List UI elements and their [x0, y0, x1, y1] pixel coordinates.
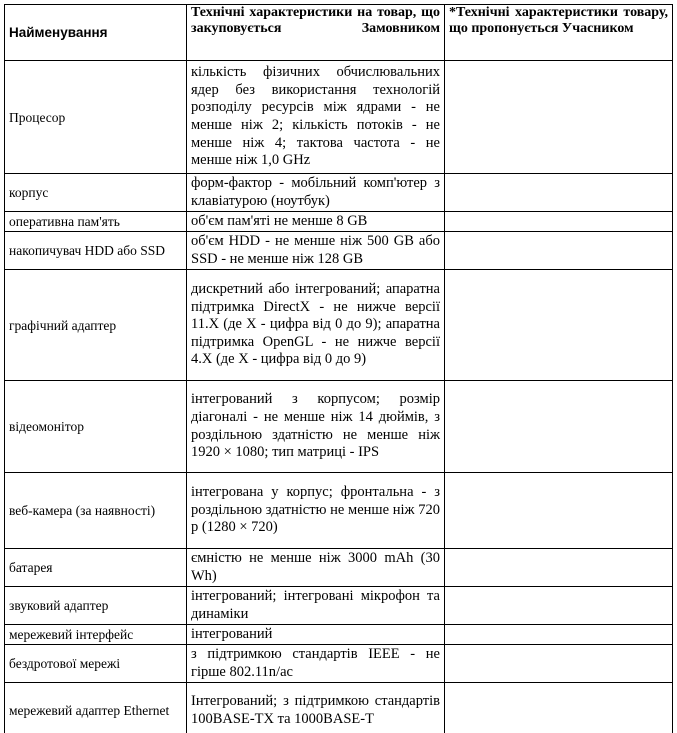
row-spec: форм-фактор - мобільний комп'ютер з клавіатурою (ноутбук): [187, 174, 445, 212]
specifications-table: [4, 4, 673, 733]
table-row: [5, 381, 673, 473]
row-name: графічний адаптер: [5, 270, 187, 381]
row-offer-cell[interactable]: [445, 625, 673, 645]
row-name: відеомонітор: [5, 381, 187, 473]
row-offer-cell[interactable]: [445, 174, 673, 212]
row-spec: Інтегрований; з підтримкою стандартів 100BASE-TX та 1000BASE-T: [187, 683, 445, 733]
row-offer-cell[interactable]: [445, 683, 673, 733]
row-name: веб-камера (за наявності): [5, 473, 187, 549]
table-row: [5, 232, 673, 270]
row-offer-cell[interactable]: [445, 61, 673, 174]
row-offer-cell[interactable]: [445, 270, 673, 381]
row-name: батарея: [5, 549, 187, 587]
row-spec: дискретний або інтегрований; апаратна підтримка DirectX - не нижче версії 11.X (де X - цифра від 0 до 9); апаратна підтримка OpenGL - не нижче версії 4.X (де X - цифра від 0 до 9): [187, 270, 445, 381]
row-spec: об'єм HDD - не менше ніж 500 GB або SSD - не менше ніж 128 GB: [187, 232, 445, 270]
row-name: оперативна пам'ять: [5, 212, 187, 232]
table-row: [5, 61, 673, 174]
row-name: мережевий інтерфейс: [5, 625, 187, 645]
table-header-row: [5, 5, 673, 61]
row-name: звуковий адаптер: [5, 587, 187, 625]
row-offer-cell[interactable]: [445, 212, 673, 232]
table-row: [5, 683, 673, 733]
row-spec: об'єм пам'яті не менше 8 GB: [187, 212, 445, 232]
table-row: [5, 212, 673, 232]
row-offer-cell[interactable]: [445, 549, 673, 587]
header-name-column: Найменування: [5, 5, 187, 61]
row-name: корпус: [5, 174, 187, 212]
row-offer-cell[interactable]: [445, 381, 673, 473]
row-name: накопичувач HDD або SSD: [5, 232, 187, 270]
header-bidder-spec-column: *Технічні характеристики товару, що пропонується Учасником: [445, 5, 673, 61]
row-spec: інтегрована у корпус; фронтальна - з роздільною здатністю не менше ніж 720 p (1280 × 720): [187, 473, 445, 549]
row-name: Процесор: [5, 61, 187, 174]
row-spec: інтегрований з корпусом; розмір діагоналі - не менше ніж 14 дюймів, з роздільною здатністю не менше ніж 1920 × 1080; тип матриці - IPS: [187, 381, 445, 473]
header-customer-spec-column: Технічні характеристики на товар, що закуповується Замовником: [187, 5, 445, 61]
table-row: [5, 270, 673, 381]
row-spec: інтегрований: [187, 625, 445, 645]
table-row: [5, 645, 673, 683]
table-row: [5, 473, 673, 549]
row-spec: з підтримкою стандартів IEEE - не гірше 802.11n/ac: [187, 645, 445, 683]
table-row: [5, 174, 673, 212]
row-offer-cell[interactable]: [445, 232, 673, 270]
row-offer-cell[interactable]: [445, 645, 673, 683]
table-row: [5, 587, 673, 625]
row-spec: інтегрований; інтегровані мікрофон та динаміки: [187, 587, 445, 625]
row-offer-cell[interactable]: [445, 587, 673, 625]
row-name: мережевий адаптер Ethernet: [5, 683, 187, 733]
table-row: [5, 549, 673, 587]
row-name: бездротової мережі: [5, 645, 187, 683]
row-spec: кількість фізичних обчислювальних ядер без використання технологій розподілу ресурсів між ядрами - не менше ніж 2; кількість потоків - не менше ніж 4; тактова частота - не менше ніж 1,0 GHz: [187, 61, 445, 174]
table-row: [5, 625, 673, 645]
row-offer-cell[interactable]: [445, 473, 673, 549]
row-spec: ємністю не менше ніж 3000 mAh (30 Wh): [187, 549, 445, 587]
